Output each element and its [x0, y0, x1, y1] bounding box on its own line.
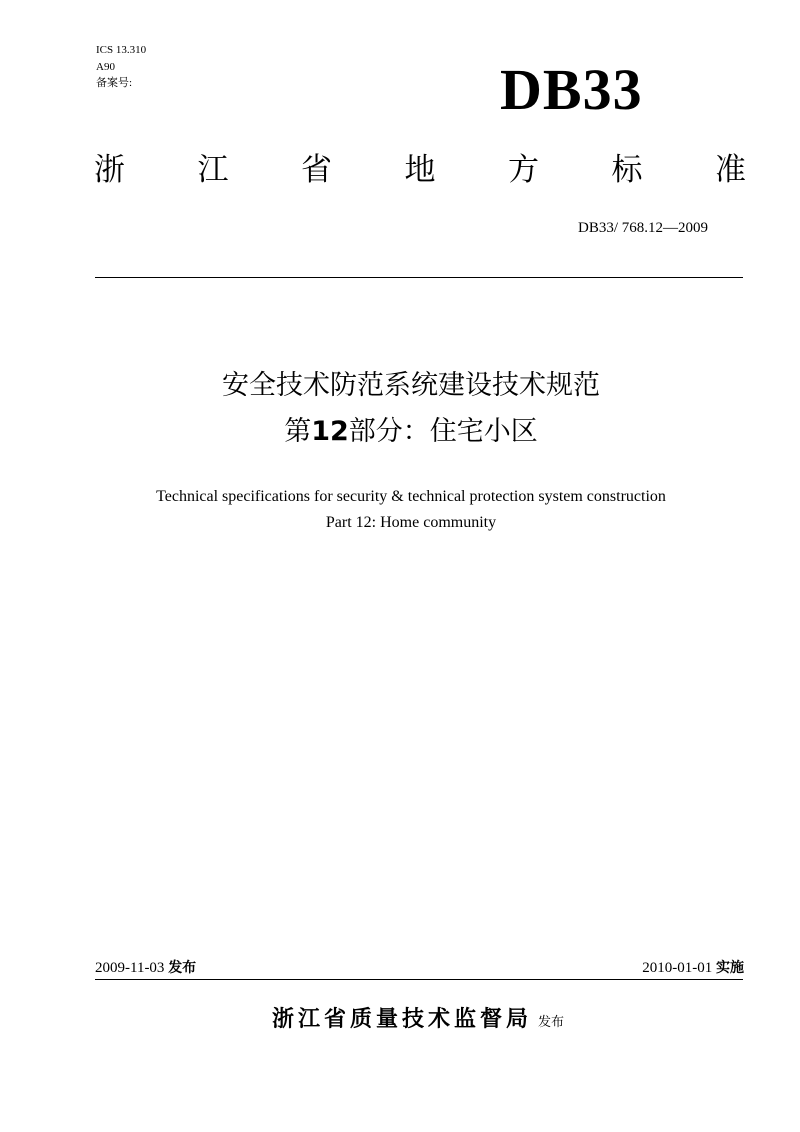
issue-date: 2009-11-03	[95, 960, 165, 976]
standard-logo: DB33	[500, 57, 643, 122]
cn-title-part-prefix: 第	[284, 416, 312, 447]
header-divider	[95, 277, 743, 278]
effective-date: 2010-01-01	[642, 960, 713, 976]
standard-type-heading	[94, 148, 746, 192]
en-title-line1: Technical specifications for security & technical protection system construction	[156, 488, 666, 505]
issue-label: 发布	[168, 960, 197, 976]
cn-title-part-suffix: 部分：住宅小区	[348, 416, 538, 447]
standard-type-char: 省	[301, 152, 332, 188]
issuing-authority	[0, 1002, 800, 1033]
issuer-suffix: 发布	[538, 1015, 565, 1030]
issuer-name: 浙江省质量技术监督局	[271, 1007, 532, 1032]
footer-divider	[95, 979, 743, 980]
ics-code: ICS 13.310	[96, 44, 147, 56]
category-code: A90	[96, 61, 115, 73]
cn-title-line2	[0, 414, 800, 450]
standard-type-char: 准	[715, 152, 746, 188]
filing-number-label: 备案号:	[96, 77, 133, 89]
cn-title-part-number: 12	[311, 416, 349, 447]
en-title-line2: Part 12: Home community	[325, 514, 497, 531]
issue-date-block	[95, 958, 196, 978]
effective-label: 实施	[716, 960, 744, 976]
standard-type-char: 江	[197, 152, 229, 188]
standard-number: DB33/ 768.12—2009	[577, 220, 708, 236]
effective-date-block	[642, 958, 744, 978]
standard-type-char: 标	[611, 152, 643, 188]
cn-title-line1: 安全技术防范系统建设技术规范	[222, 370, 600, 401]
standard-type-char: 地	[404, 152, 436, 188]
standard-type-char: 浙	[94, 152, 125, 188]
standard-type-char: 方	[508, 152, 539, 188]
